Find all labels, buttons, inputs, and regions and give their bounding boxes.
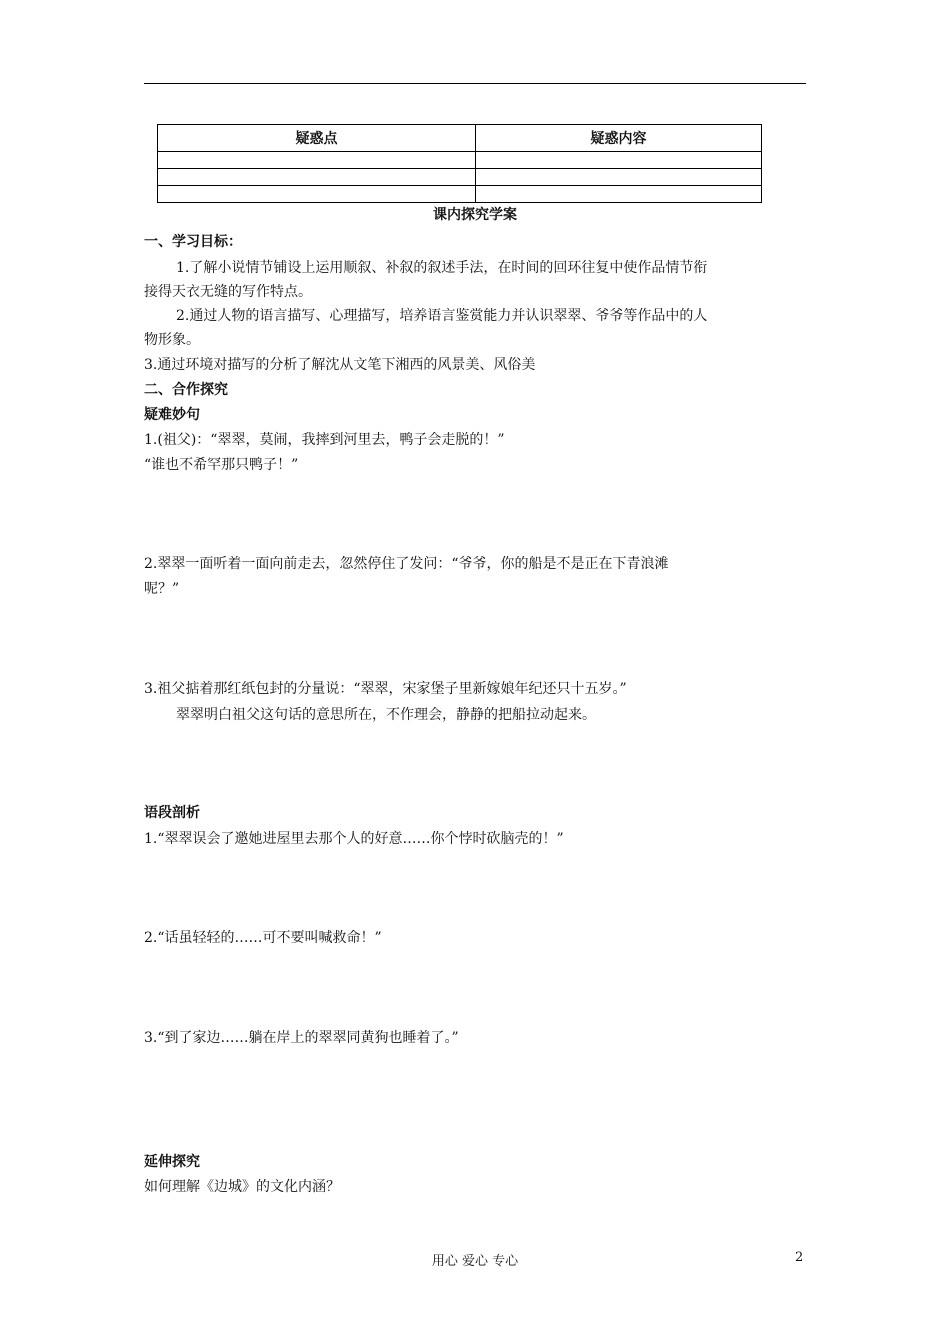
col-header-doubt-point: 疑惑点 <box>158 125 476 152</box>
goal-2-line-2: 物形象。 <box>144 332 200 348</box>
extended-question: 如何理解《边城》的文化内涵？ <box>144 1179 340 1195</box>
table-cell[interactable] <box>158 169 476 186</box>
goal-1-line-2: 接得天衣无缝的写作特点。 <box>144 284 312 300</box>
goal-1-line-1: 1.了解小说情节铺设上运用顺叙、补叙的叙述手法，在时间的回环往复中使作品情节衔 <box>176 260 708 276</box>
question-1-line-2: “谁也不希罕那只鸭子！” <box>144 457 299 473</box>
question-1-line-1: 1.(祖父)：“翠翠，莫闹，我摔到河里去，鸭子会走脱的！” <box>144 432 505 448</box>
subheading-difficult-sentences: 疑难妙句 <box>144 407 200 423</box>
question-2-line-2: 呢？” <box>144 581 180 597</box>
subheading-extended-inquiry: 延伸探究 <box>144 1154 200 1170</box>
passage-2: 2.“话虽轻轻的……可不要叫喊救命！” <box>144 930 382 946</box>
table-cell[interactable] <box>476 186 762 203</box>
table-row <box>158 152 762 169</box>
goal-2-line-1: 2.通过人物的语言描写、心理描写，培养语言鉴赏能力并认识翠翠、爷爷等作品中的人 <box>176 308 708 324</box>
section-heading-cooperation: 二、合作探究 <box>144 382 228 398</box>
question-3-line-2: 翠翠明白祖父这句话的意思所在，不作理会，静静的把船拉动起来。 <box>176 707 596 723</box>
page-title: 课内探究学案 <box>433 207 517 223</box>
col-header-doubt-content: 疑惑内容 <box>476 125 762 152</box>
table-cell[interactable] <box>158 186 476 203</box>
question-2-line-1: 2.翠翠一面听着一面向前走去，忽然停住了发问：“爷爷，你的船是不是正在下青浪滩 <box>144 556 669 572</box>
section-heading-goals: 一、学习目标： <box>144 234 242 250</box>
doubt-table <box>157 124 762 203</box>
goal-3: 3.通过环境对描写的分析了解沈从文笔下湘西的风景美、风俗美 <box>144 357 536 373</box>
page-number: 2 <box>795 1250 804 1265</box>
passage-3: 3.“到了家边……躺在岸上的翠翠同黄狗也睡着了。” <box>144 1030 459 1046</box>
table-header-row <box>158 125 762 152</box>
table-cell[interactable] <box>476 152 762 169</box>
table-row <box>158 169 762 186</box>
subheading-passage-analysis: 语段剖析 <box>144 805 200 821</box>
footer-slogan: 用心 爱心 专心 <box>431 1254 519 1269</box>
passage-1: 1.“翠翠误会了邀她进屋里去那个人的好意……你个悖时砍脑壳的！” <box>144 831 564 847</box>
table-cell[interactable] <box>158 152 476 169</box>
table-cell[interactable] <box>476 169 762 186</box>
header-rule <box>144 83 806 84</box>
question-3-line-1: 3.祖父掂着那红纸包封的分量说：“翠翠，宋家堡子里新嫁娘年纪还只十五岁。” <box>144 681 627 697</box>
table-row <box>158 186 762 203</box>
